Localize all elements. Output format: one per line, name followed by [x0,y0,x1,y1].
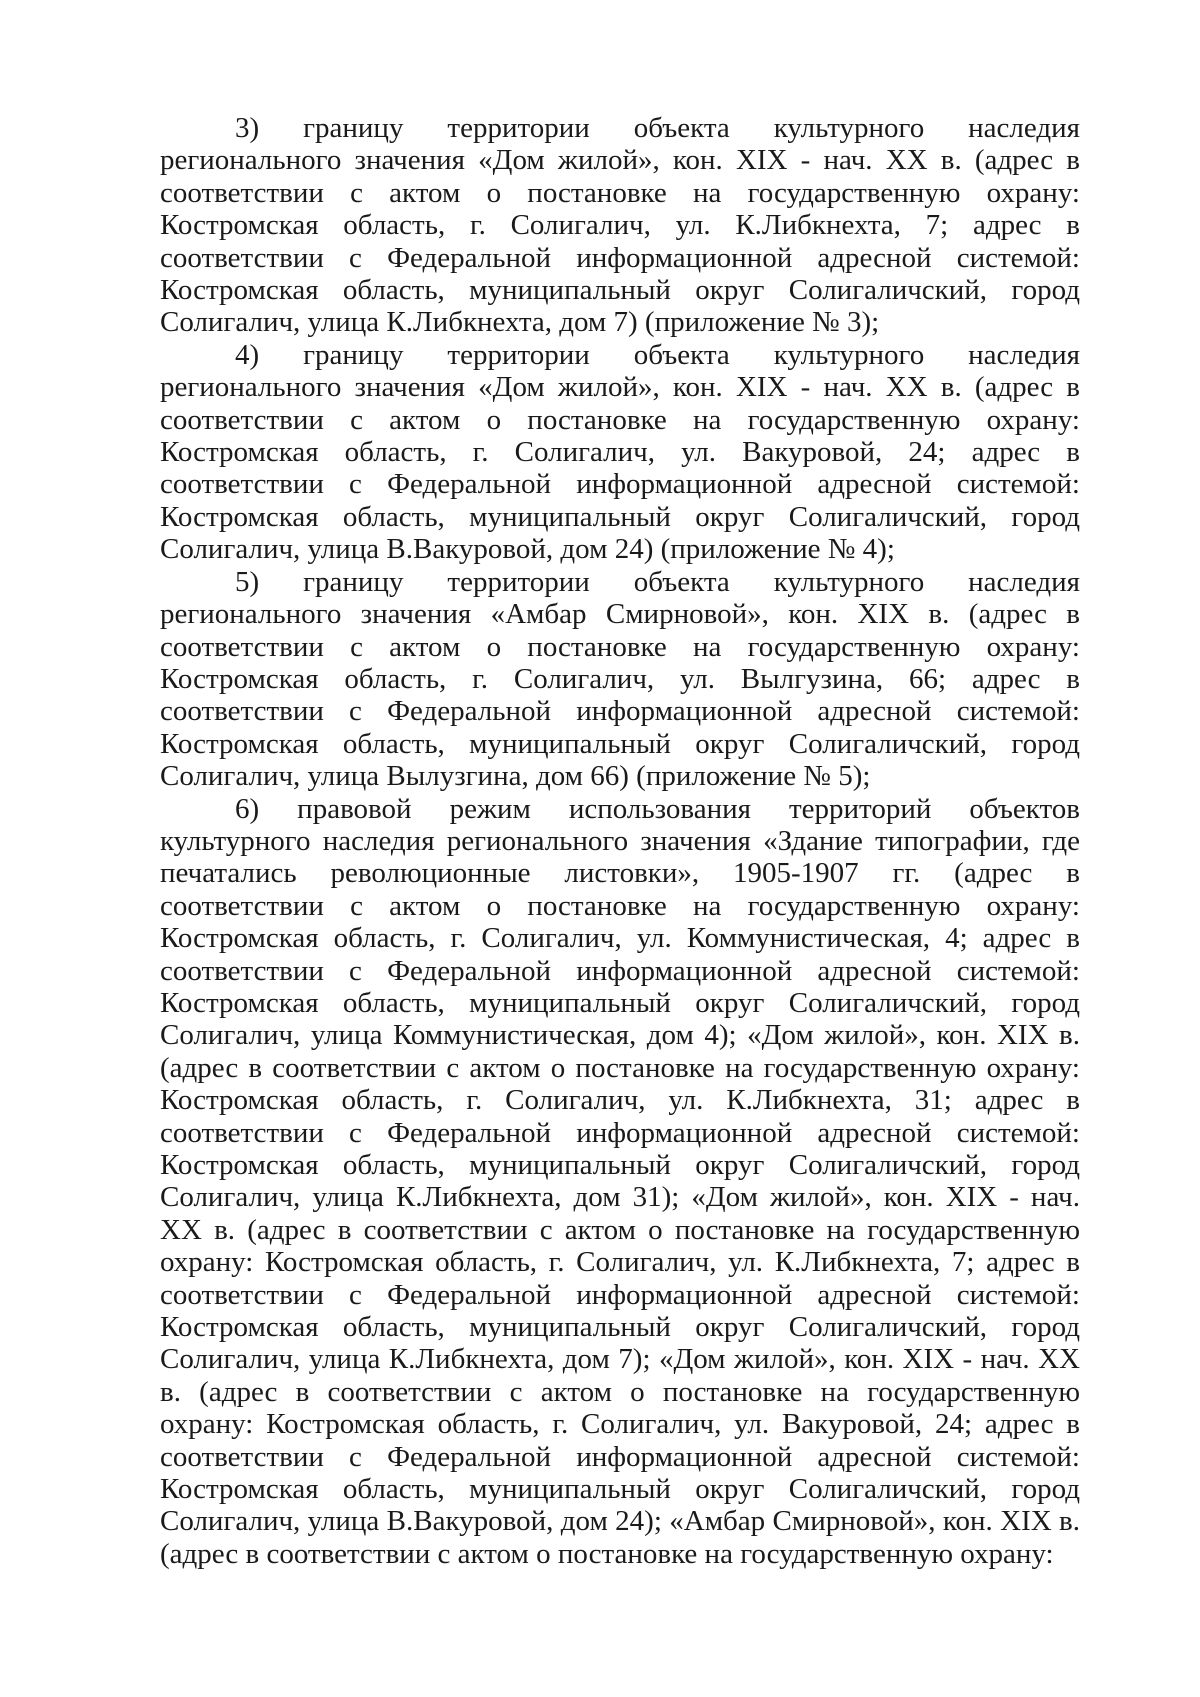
paragraph-item-3: 3) границу территории объекта культурного наследия регионального значения «Дом жилой», кон. XIX - нач. XX в. (адрес в соответствии с актом о постановке на государственную охрану: Костромская область, г. Солигалич, ул. К.Либкнехта, 7; адрес в соответствии с Федеральной информационной адресной системой: Костромская область, муниципальный округ Солигаличский, город Солигалич, улица К.Либкнехта, дом 7) (приложение № 3); [160,112,1080,339]
paragraph-item-5: 5) границу территории объекта культурного наследия регионального значения «Амбар Смирновой», кон. XIX в. (адрес в соответствии с актом о постановке на государственную охрану: Костромская область, г. Солигалич, ул. Вылгузина, 66; адрес в соответствии с Федеральной информационной адресной системой: Костромская область, муниципальный округ Солигаличский, город Солигалич, улица Вылузгина, дом 66) (приложение № 5); [160,565,1080,793]
paragraph-item-4: 4) границу территории объекта культурного наследия регионального значения «Дом жилой», кон. XIX - нач. XX в. (адрес в соответствии с актом о постановке на государственную охрану: Костромская область, г. Солигалич, ул. Вакуровой, 24; адрес в соответствии с Федеральной информационной адресной системой: Костромская область, муниципальный округ Солигаличский, город Солигалич, улица В.Вакуровой, дом 24) (приложение № 4); [160,338,1080,566]
document-body [160,112,1080,1570]
paragraph-item-6: 6) правовой режим использования территорий объектов культурного наследия регионального значения «Здание типографии, где печатались революционные листовки», 1905-1907 гг. (адрес в соответствии с актом о постановке на государственную охрану: Костромская область, г. Солигалич, ул. Коммунистическая, 4; адрес в соответствии с Федеральной информационной адресной системой: Костромская область, муниципальный округ Солигаличский, город Солигалич, улица Коммунистическая, дом 4); «Дом жилой», кон. XIX в. (адрес в соответствии с актом о постановке на государственную охрану: Костромская область, г. Солигалич, ул. К.Либкнехта, 31; адрес в соответствии с Федеральной информационной адресной системой: Костромская область, муниципальный округ Солигаличский, город Солигалич, улица К.Либкнехта, дом 31); «Дом жилой», кон. XIX - нач. XX в. (адрес в соответствии с актом о постановке на государственную охрану: Костромская область, г. Солигалич, ул. К.Либкнехта, 7; адрес в соответствии с Федеральной информационной адресной системой: Костромская область, муниципальный округ Солигаличский, город Солигалич, улица К.Либкнехта, дом 7); «Дом жилой», кон. XIX - нач. XX в. (адрес в соответствии с актом о постановке на государственную охрану: Костромская область, г. Солигалич, ул. Вакуровой, 24; адрес в соответствии с Федеральной информационной адресной системой: Костромская область, муниципальный округ Солигаличский, город Солигалич, улица В.Вакуровой, дом 24); «Амбар Смирновой», кон. XIX в. (адрес в соответствии с актом о постановке на государственную охрану: [160,792,1080,1570]
